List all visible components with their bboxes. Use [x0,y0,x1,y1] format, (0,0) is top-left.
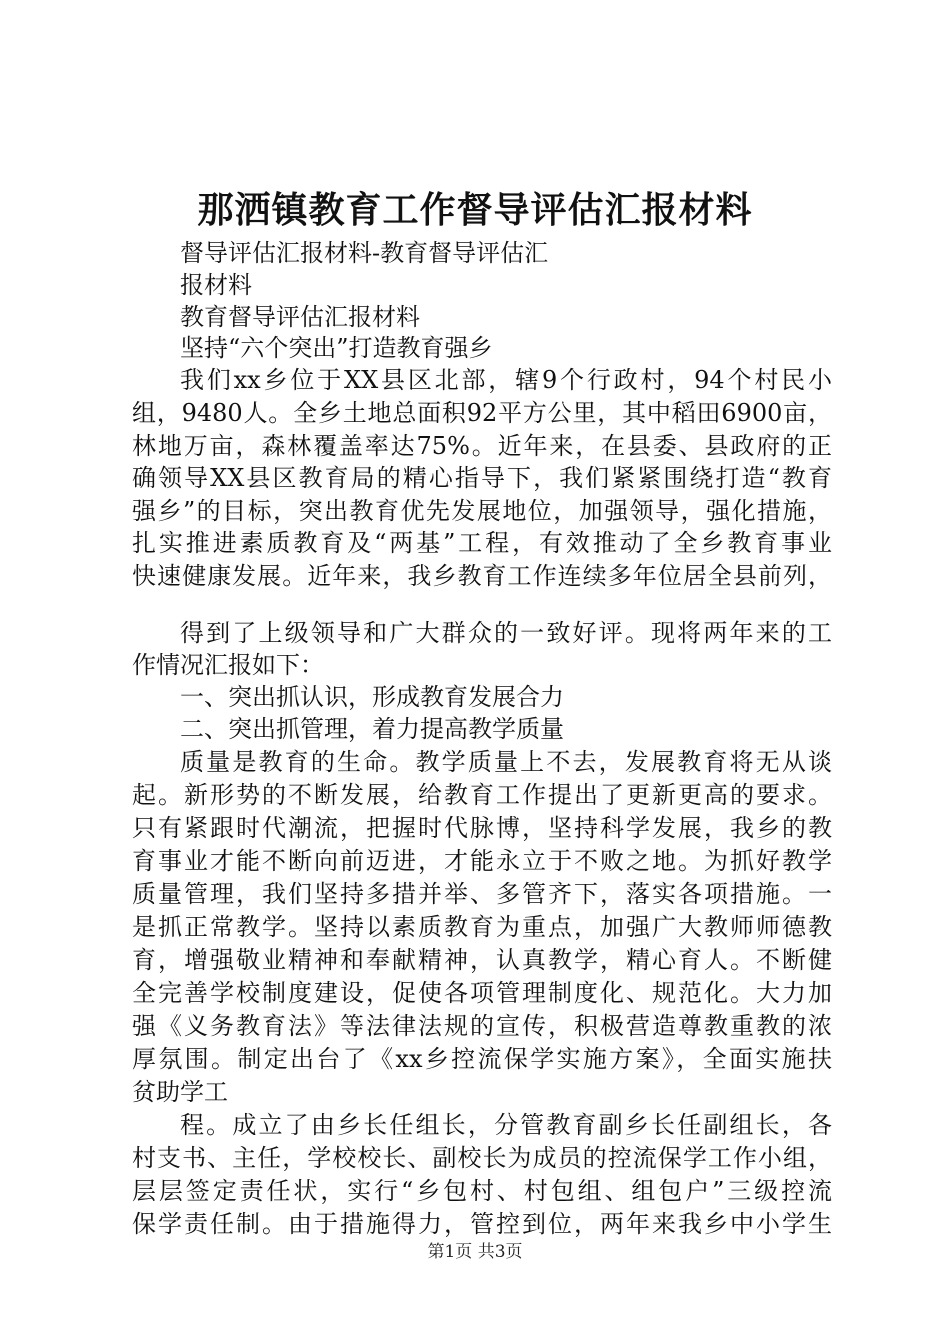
subtitle-line: 教育督导评估汇报材料 [180,303,420,331]
page-number-footer: 第1页 共3页 [427,1242,523,1262]
section-heading: 二、突出抓管理，着力提高教学质量 [180,715,564,743]
paragraph-line: 起。新形势的不断发展，给教育工作提出了更新更高的要求。 [132,781,832,809]
paragraph-line: 全完善学校制度建设，促使各项管理制度化、规范化。大力加 [132,979,832,1007]
paragraph-line: 我们xx乡位于XX县区北部，辖9个行政村，94个村民小 [180,366,832,394]
paragraph-line: 强《义务教育法》等法律法规的宣传，积极营造尊教重教的浓 [132,1012,832,1040]
paragraph-line: 贫助学工 [132,1078,228,1106]
paragraph-line: 扎实推进素质教育及“两基”工程，有效推动了全乡教育事业 [132,529,832,557]
subtitle-line: 坚持“六个突出”打造教育强乡 [180,334,493,362]
paragraph-line: 组，9480人。全乡土地总面积92平方公里，其中稻田6900亩， [132,399,832,427]
paragraph-line: 厚氛围。制定出台了《xx乡控流保学实施方案》，全面实施扶 [132,1045,832,1073]
paragraph-line: 确领导XX县区教育局的精心指导下，我们紧紧围绕打造“教育 [132,464,832,492]
paragraph-line: 只有紧跟时代潮流，把握时代脉博，坚持科学发展，我乡的教 [132,814,832,842]
paragraph-line: 保学责任制。由于措施得力，管控到位，两年来我乡中小学生 [132,1210,832,1238]
paragraph-line: 育，增强敬业精神和奉献精神，认真教学，精心育人。不断健 [132,946,832,974]
paragraph-line: 林地万亩，森林覆盖率达75%。近年来，在县委、县政府的正 [132,432,832,460]
paragraph-line: 作情况汇报如下： [132,651,324,679]
paragraph-line: 程。成立了由乡长任组长，分管教育副乡长任副组长，各 [180,1111,832,1139]
paragraph-line: 是抓正常教学。坚持以素质教育为重点，加强广大教师师德教 [132,913,832,941]
paragraph-line: 育事业才能不断向前迈进，才能永立于不败之地。为抓好教学 [132,847,832,875]
paragraph-line: 质量管理，我们坚持多措并举、多管齐下，落实各项措施。一 [132,880,832,908]
paragraph-line: 强乡”的目标，突出教育优先发展地位，加强领导，强化措施， [132,497,832,525]
paragraph-line: 质量是教育的生命。教学质量上不去，发展教育将无从谈 [180,748,832,776]
document-title: 那洒镇教育工作督导评估汇报材料 [197,189,753,231]
paragraph-line: 村支书、主任，学校校长、副校长为成员的控流保学工作小组， [132,1144,832,1172]
paragraph-line: 快速健康发展。近年来，我乡教育工作连续多年位居全县前列， [132,562,832,590]
paragraph-line: 得到了上级领导和广大群众的一致好评。现将两年来的工 [180,619,832,647]
subtitle-line: 督导评估汇报材料-教育督导评估汇 [180,239,549,267]
subtitle-line: 报材料 [180,271,252,299]
section-heading: 一、突出抓认识，形成教育发展合力 [180,683,564,711]
paragraph-line: 层层签定责任状，实行“乡包村、村包组、组包户”三级控流 [132,1177,832,1205]
